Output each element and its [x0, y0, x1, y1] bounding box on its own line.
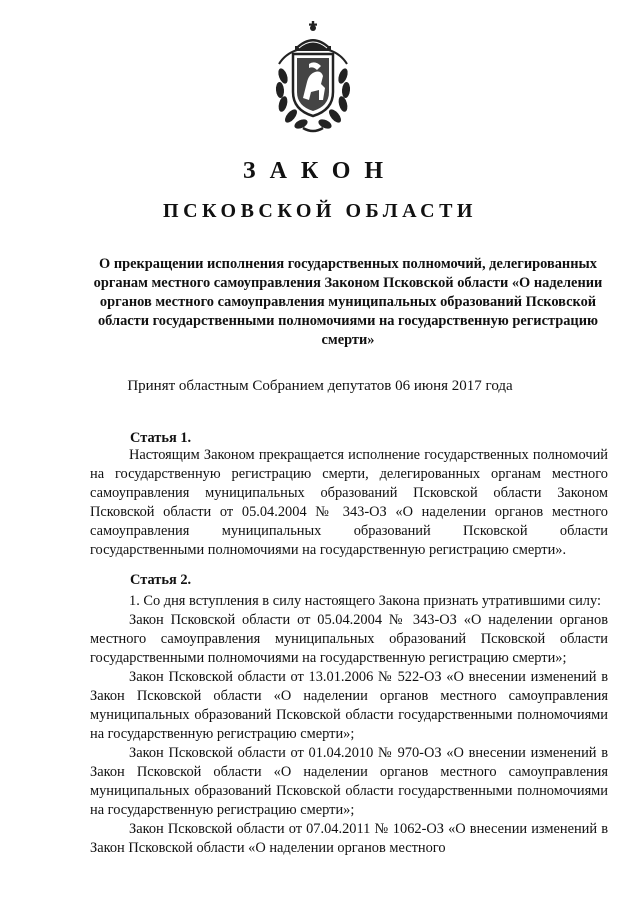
article-2-paragraph: 1. Со дня вступления в силу настоящего Закона признать утратившими силу: [129, 593, 601, 609]
article-1-body [90, 446, 608, 560]
article-1-paragraph: Настоящим Законом прекращается исполнение государственных полномочий на государственную регистрацию смерти, делегированных органам местного самоуправления муниципальных образований Псковской области Законом Псковской области от 05.04.2004 № 343-ОЗ «О наделении органов местного самоуправления муниципальных образований Псковской области государственными полномочиями на государственную регистрацию смерти». [90, 447, 608, 558]
coat-of-arms-emblem [263, 12, 363, 138]
adoption-line: Принят областным Собранием депутатов 06 июня 2017 года [127, 378, 513, 394]
article-2-paragraph: Закон Псковской области от 05.04.2004 № 343-ОЗ «О наделении органов местного самоуправления муниципальных образований Псковской области государственными полномочиями на государственную регистрацию смерти»; [90, 612, 608, 666]
article-2-paragraph: Закон Псковской области от 07.04.2011 № 1062-ОЗ «О внесении изменений в Закон Псковской области «О наделении органов местного [90, 821, 608, 856]
article-1-heading: Статья 1. [130, 430, 192, 446]
article-2-paragraph: Закон Псковской области от 13.01.2006 № 522-ОЗ «О внесении изменений в Закон Псковской области «О наделении органов местного самоуправления муниципальных образований Псковской области государственными полномочиями на государственную регистрацию смерти»; [90, 669, 608, 742]
article-2-body [90, 592, 608, 858]
law-subtitle: О прекращении исполнения государственных полномочий, делегированных органам местного самоуправления Законом Псковской области «О наделении органов местного самоуправления муниципальных образований Псковской области государственными полномочиями на государственную регистрацию смерти» [93, 256, 603, 348]
article-2-heading: Статья 2. [130, 572, 192, 588]
article-2-paragraph: Закон Псковской области от 01.04.2010 № 970-ОЗ «О внесении изменений в Закон Псковской области «О наделении органов местного самоуправления муниципальных образований Псковской области государственными полномочиями на государственную регистрацию смерти»; [90, 745, 608, 818]
region-title: ПСКОВСКОЙ ОБЛАСТИ [163, 200, 477, 222]
document-type-title: ЗАКОН [242, 158, 398, 184]
